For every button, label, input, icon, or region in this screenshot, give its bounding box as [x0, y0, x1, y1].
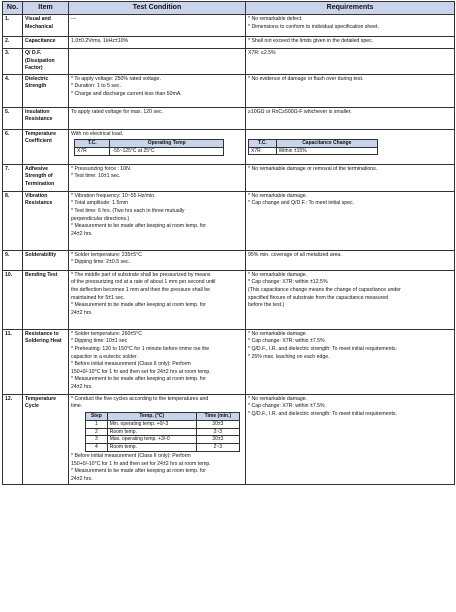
- row-number: 8.: [3, 191, 23, 250]
- capacitance-change-table: [248, 139, 378, 156]
- item-line: Resistance to: [25, 330, 59, 337]
- test-line: * Dipping time: 2±0.5 sec.: [71, 259, 131, 266]
- item-line: Soldering Heat: [25, 338, 62, 345]
- row-requirements: [246, 164, 455, 191]
- capacitance-change-table-header-cell: T.C.: [249, 139, 277, 147]
- cycle-header-cell: Time (min.): [196, 412, 239, 420]
- operating-temp-table-cell: -55~125°C at 25°C: [110, 148, 224, 156]
- row-requirements: [246, 191, 455, 250]
- row-number: 3.: [3, 49, 23, 75]
- test-line: * Measurement to be made after keeping at room temp. for: [71, 223, 206, 230]
- row-test-condition: [69, 394, 246, 485]
- test-line: ---: [71, 16, 77, 22]
- cycle-header-cell: Temp. (°C): [107, 412, 196, 420]
- spec-row: [3, 164, 455, 191]
- header-no: No.: [3, 2, 23, 15]
- requirement-line: * No remarkable damage.: [248, 192, 308, 199]
- row-item: [23, 37, 69, 49]
- requirement-line: * Q/D.F., I.R. and dielectric strength: To meet initial requirements.: [248, 345, 397, 352]
- item-line: Bending Test: [25, 271, 58, 278]
- item-line: Factor): [25, 65, 43, 72]
- row-requirements: [246, 129, 455, 164]
- row-item: [23, 250, 69, 270]
- cycle-table-row: [86, 420, 240, 428]
- row-test-condition: [69, 329, 246, 394]
- header-row: [3, 2, 455, 15]
- temperature-cycle-table: [85, 412, 240, 452]
- spec-row: [3, 250, 455, 270]
- item-line: Strength of: [25, 173, 53, 180]
- test-line: 150+0/-10°C for 1 hr and then set for 24±2 hrs at room temp.: [71, 368, 211, 375]
- row-item: [23, 15, 69, 37]
- row-test-condition: [69, 107, 246, 129]
- cycle-cell: 2~3: [196, 444, 239, 452]
- row-test-condition: [69, 250, 246, 270]
- operating-temp-table-header: [75, 140, 224, 148]
- spec-row: [3, 329, 455, 394]
- test-line: * To apply voltage: 250% rated voltage.: [71, 75, 161, 82]
- row-number: 5.: [3, 107, 23, 129]
- test-line: * Before initial measurement (Class II only): Perform: [71, 361, 191, 368]
- requirement-line: X7R: ≤2.5%: [248, 50, 276, 56]
- row-requirements: [246, 394, 455, 485]
- row-number: 10.: [3, 270, 23, 329]
- row-test-condition: [69, 49, 246, 75]
- cycle-cell: 30±3: [196, 436, 239, 444]
- test-line: * Vibration frequency: 10~55 Hz/min.: [71, 192, 156, 199]
- row-requirements: [246, 15, 455, 37]
- spec-row: [3, 37, 455, 49]
- cycle-cell: 2~3: [196, 428, 239, 436]
- test-line: * Test time: 10±1 sec.: [71, 173, 121, 180]
- test-line: To apply rated voltage for max. 120 sec.: [71, 108, 163, 115]
- row-test-condition: [69, 270, 246, 329]
- row-item: [23, 191, 69, 250]
- requirement-line: * No remarkable damage.: [248, 395, 308, 402]
- header-item: Item: [23, 2, 69, 15]
- capacitance-change-table-header-cell: Capacitance Change: [276, 139, 377, 147]
- test-line: 1.0±0.2Vrms, 1kHz±10%: [71, 38, 129, 44]
- item-line: Mechanical: [25, 23, 53, 30]
- cycle-cell: 4: [86, 444, 108, 452]
- test-line: * Before initial measurement (Class II only): Perform: [71, 452, 191, 459]
- requirement-line: (This capacitance change means the change of capacitance under: [248, 286, 401, 293]
- requirement-line: * No remarkable defect.: [248, 16, 303, 22]
- spec-row: [3, 15, 455, 37]
- test-line: 150+0/-10°C for 1 hr and then set for 24±2 hrs at room temp.: [71, 460, 211, 467]
- spacer: [248, 131, 452, 138]
- item-line: Resistance: [25, 200, 53, 207]
- cycle-header-cell: Step: [86, 412, 108, 420]
- requirement-line: * Shall not exceed the limits given in the detailed spec.: [248, 38, 374, 44]
- test-line: 24±2 hrs.: [71, 230, 93, 237]
- row-requirements: [246, 74, 455, 107]
- spec-row: [3, 270, 455, 329]
- test-line: * Pressurizing force : 10N.: [71, 165, 132, 172]
- spec-row: [3, 394, 455, 485]
- requirement-line: 95% min. coverage of all metalized area.: [248, 251, 342, 258]
- item-line: Coefficient: [25, 138, 52, 145]
- requirement-line: * No remarkable damage or removal of the terminations.: [248, 165, 378, 172]
- operating-temp-table-header-cell: Operating Temp: [110, 140, 224, 148]
- spec-page: [2, 1, 454, 485]
- row-number: 2.: [3, 37, 23, 49]
- item-line: Dielectric: [25, 75, 49, 82]
- row-test-condition: [69, 164, 246, 191]
- row-number: 11.: [3, 329, 23, 394]
- row-item: [23, 164, 69, 191]
- cycle-cell: Room temp.: [107, 428, 196, 436]
- operating-temp-table: [74, 139, 224, 156]
- capacitance-change-table-row: [249, 147, 378, 155]
- requirement-line: * Cap change: X7R: within ±7.5%: [248, 403, 325, 410]
- requirement-line: * Cap change: X7R: within ±12.5%: [248, 279, 328, 286]
- test-line: * Dipping time: 10±1 sec: [71, 338, 128, 345]
- test-line: * The middle part of substrate shall be pressurized by means: [71, 271, 211, 278]
- capacitance-change-table-header: [249, 139, 378, 147]
- row-number: 4.: [3, 74, 23, 107]
- row-number: 12.: [3, 394, 23, 485]
- test-line: * Test time: 6 hrs. (Two hrs each in three mutually: [71, 207, 185, 214]
- row-item: [23, 49, 69, 75]
- cycle-table-header: [86, 412, 240, 420]
- row-requirements: [246, 37, 455, 49]
- requirement-line: specified flexure of substrate from the capacitance measured: [248, 294, 389, 301]
- spec-row: [3, 74, 455, 107]
- cycle-table-row: [86, 428, 240, 436]
- row-test-condition: [69, 74, 246, 107]
- requirement-line: * Q/D.F., I.R. and dielectric strength: To meet initial requirements.: [248, 410, 397, 417]
- cycle-cell: 30±3: [196, 420, 239, 428]
- spec-row: [3, 191, 455, 250]
- item-line: (Dissipation: [25, 57, 55, 64]
- test-line: * Solder temperature: 235±5°C: [71, 251, 142, 258]
- requirement-line: * Dimensions to conform to individual specification sheet.: [248, 23, 379, 30]
- test-line: * Measurement to be made after keeping at room temp. for: [71, 376, 206, 383]
- test-line: * Preheating: 120 to 150°C for 1 minute before imme rse the: [71, 345, 210, 352]
- requirement-line: * No remarkable damage.: [248, 330, 308, 337]
- item-line: Vibration: [25, 192, 48, 199]
- requirement-line: ≥10GΩ or RxC≥500Ω-F whichever is smaller.: [248, 108, 352, 115]
- row-item: [23, 74, 69, 107]
- spec-row: [3, 129, 455, 164]
- item-line: Temperature: [25, 130, 57, 137]
- item-line: Termination: [25, 180, 55, 187]
- test-spec-table: [2, 1, 455, 485]
- row-number: 1.: [3, 15, 23, 37]
- requirement-line: * Cap change: X7R: within ±7.5%: [248, 338, 325, 345]
- cycle-cell: 2: [86, 428, 108, 436]
- test-line: * Measurement to be made after keeping at room temp. for: [71, 468, 206, 475]
- test-line: time.: [71, 403, 83, 410]
- row-requirements: [246, 329, 455, 394]
- row-test-condition: [69, 15, 246, 37]
- row-requirements: [246, 107, 455, 129]
- test-line: maintained for 5±1 sec.: [71, 294, 125, 301]
- row-item: [23, 107, 69, 129]
- operating-temp-table-row: [75, 148, 224, 156]
- header-requirements: Requirements: [246, 2, 455, 15]
- test-line: With no electrical load.: [71, 130, 124, 137]
- row-requirements: [246, 250, 455, 270]
- item-line: Cycle: [25, 403, 39, 410]
- test-line: * Conduct the five cycles according to the temperatures and: [71, 395, 209, 402]
- capacitance-change-table-cell: Within ±15%: [276, 147, 377, 155]
- requirement-line: * 25% max. leaching on each edge.: [248, 353, 330, 360]
- test-line: 24±2 hrs.: [71, 475, 93, 482]
- test-line: of the pressurizing rod at a rate of about 1 mm per second until: [71, 279, 216, 286]
- test-line: the deflection becomes 1 mm and then the pressure shall be: [71, 286, 210, 293]
- item-line: Solderability: [25, 251, 57, 258]
- spec-row: [3, 107, 455, 129]
- item-line: Strength: [25, 83, 47, 90]
- cycle-cell: 1: [86, 420, 108, 428]
- test-line: * Solder temperature: 260±5°C: [71, 330, 142, 337]
- requirement-line: * No remarkable damage.: [248, 271, 308, 278]
- test-line: * Charge and discharge current less than 50mA.: [71, 90, 182, 97]
- row-number: 6.: [3, 129, 23, 164]
- row-test-condition: [69, 191, 246, 250]
- cycle-cell: Room temp.: [107, 444, 196, 452]
- item-line: Q/ D.F.: [25, 50, 42, 56]
- item-line: Resistance: [25, 116, 53, 123]
- row-item: [23, 329, 69, 394]
- header-test-condition: Test Condition: [69, 2, 246, 15]
- cycle-table-row: [86, 444, 240, 452]
- row-number: 7.: [3, 164, 23, 191]
- row-requirements: [246, 270, 455, 329]
- row-number: 9.: [3, 250, 23, 270]
- capacitance-change-table-cell: X7R: [249, 147, 277, 155]
- test-line: 24±2 hrs.: [71, 383, 93, 390]
- test-line: * Total amplitude: 1.5mm: [71, 200, 128, 207]
- item-line: Insulation: [25, 108, 50, 115]
- spec-row: [3, 49, 455, 75]
- test-line: 24±2 hrs.: [71, 309, 93, 316]
- requirement-line: * No evidence of damage or flash over during test.: [248, 75, 364, 82]
- cycle-table-row: [86, 436, 240, 444]
- row-item: [23, 270, 69, 329]
- requirement-line: * Cap change and Q/D.F.: To meet initial spec.: [248, 200, 355, 207]
- cycle-cell: Max. operating temp. +3/-0: [107, 436, 196, 444]
- cycle-cell: 3: [86, 436, 108, 444]
- operating-temp-table-header-cell: T.C.: [75, 140, 110, 148]
- row-requirements: [246, 49, 455, 75]
- item-line: Temperature: [25, 395, 57, 402]
- item-line: Capacitance: [25, 38, 56, 44]
- requirement-line: before the test.): [248, 302, 285, 309]
- test-line: capacitor in a eutectic solder.: [71, 353, 138, 360]
- test-line: * Measurement to be made after keeping at room temp. for: [71, 302, 206, 309]
- row-test-condition: [69, 37, 246, 49]
- test-line: perpendicular directions.): [71, 215, 130, 222]
- row-item: [23, 394, 69, 485]
- item-line: Visual and: [25, 16, 51, 22]
- row-test-condition: [69, 129, 246, 164]
- cycle-cell: Min. operating temp. +0/-3: [107, 420, 196, 428]
- item-line: Adhesive: [25, 165, 49, 172]
- test-line: * Duration: 1 to 5 sec.: [71, 83, 121, 90]
- operating-temp-table-cell: X7R: [75, 148, 110, 156]
- row-item: [23, 129, 69, 164]
